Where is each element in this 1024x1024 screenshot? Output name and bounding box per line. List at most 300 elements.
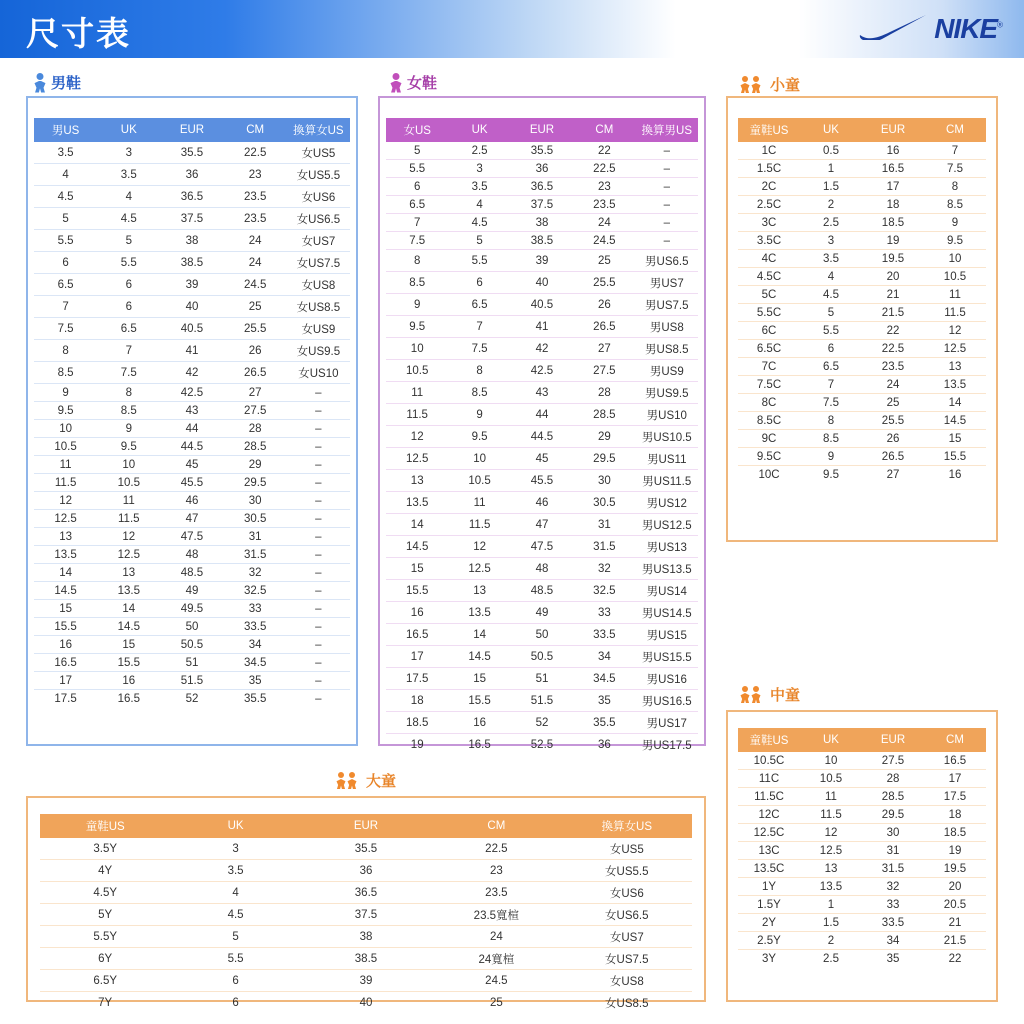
table-cell: 10.5 [386, 360, 448, 382]
column-header: 換算女US [287, 118, 350, 142]
table-cell: 31.5 [224, 546, 287, 564]
table-cell: 35.5 [243, 692, 267, 705]
table-cell: 男US12.5 [636, 514, 698, 536]
table-cell: 38 [301, 926, 431, 948]
table-cell: 1.5Y [738, 896, 800, 914]
table-cell: 5 [97, 230, 160, 252]
section-label-women-text: 女鞋 [407, 75, 438, 92]
nike-logo [812, 10, 1002, 48]
table-cell: 9C [738, 430, 800, 448]
table-cell: – [636, 196, 698, 214]
table-cell: 男US16.5 [636, 690, 698, 712]
table-cell: 4.5 [34, 186, 97, 208]
table-cell: 女US5.5 [562, 860, 692, 882]
table-cell: 2.5 [823, 952, 839, 965]
table-cell: 39 [160, 274, 223, 296]
table-row [386, 690, 698, 712]
table-cell: 男US15 [636, 624, 698, 646]
table-cell: 38 [511, 214, 573, 232]
table-cell: 22 [862, 322, 924, 340]
table-row [34, 690, 350, 708]
table-row [34, 618, 350, 636]
table-cell: 6 [34, 252, 97, 274]
table-cell: 48 [511, 558, 573, 580]
table-row [34, 474, 350, 492]
table-cell: 33 [573, 602, 635, 624]
person-icon-adult-mid-kids [740, 686, 750, 703]
table-cell: 男US14 [636, 580, 698, 602]
table-little-kids-wrap [738, 118, 986, 483]
table-cell: 24寬楦 [431, 948, 561, 970]
table-row [34, 186, 350, 208]
table-cell: 5.5 [170, 948, 300, 970]
table-cell: – [287, 546, 350, 564]
table-cell: 9.5 [448, 426, 510, 448]
column-header: UK [97, 118, 160, 142]
table-cell: 15.5 [924, 448, 986, 466]
table-cell: 7.5 [97, 362, 160, 384]
table-cell: 男US11 [636, 448, 698, 470]
table-cell: 23.5 [224, 186, 287, 208]
table-row [386, 294, 698, 316]
column-header: 換算女US [562, 814, 692, 838]
table-row [738, 340, 986, 358]
table-cell: 11.5 [34, 474, 97, 492]
table-cell: 7 [800, 376, 862, 394]
table-cell: 45.5 [511, 470, 573, 492]
column-header: UK [170, 814, 300, 838]
table-cell: 52 [511, 712, 573, 734]
table-cell: 6 [97, 296, 160, 318]
table-cell: 5Y [40, 904, 170, 926]
table-cell: 51.5 [160, 672, 223, 690]
table-cell: 1.5 [800, 914, 862, 932]
table-cell: 24.5 [573, 232, 635, 250]
table-cell: 男US8 [636, 316, 698, 338]
table-cell: 37.5 [301, 904, 431, 926]
table-row [34, 142, 350, 164]
table-cell: 14.5 [448, 646, 510, 668]
table-cell: 14.5 [97, 618, 160, 636]
table-row [386, 214, 698, 232]
column-header: 女US [386, 118, 448, 142]
table-row [386, 142, 698, 160]
table-cell: 41 [511, 316, 573, 338]
table-cell: – [287, 564, 350, 582]
table-cell: 35 [224, 672, 287, 690]
table-cell: 35 [886, 952, 900, 965]
table-cell: 19.5 [862, 250, 924, 268]
table-cell: 10 [34, 420, 97, 438]
table-cell: 14 [34, 564, 97, 582]
table-cell: 14 [386, 514, 448, 536]
table-cell: 30.5 [224, 510, 287, 528]
table-cell: 40.5 [160, 318, 223, 340]
table-cell: 2.5Y [738, 932, 800, 950]
table-cell: 7 [924, 142, 986, 160]
table-cell: 男US10.5 [636, 426, 698, 448]
table-cell: 11.5C [738, 788, 800, 806]
person-icon-adult-big-kids [336, 772, 346, 789]
table-cell: 27.5 [862, 752, 924, 770]
table-row [40, 970, 692, 992]
table-cell: 女US10 [287, 362, 350, 384]
table-cell: 12.5 [800, 842, 862, 860]
table-cell: – [287, 438, 350, 456]
table-cell: 2Y [738, 914, 800, 932]
table-cell: 45.5 [160, 474, 223, 492]
table-cell: 13.5 [448, 602, 510, 624]
table-row [738, 896, 986, 914]
table-row [386, 580, 698, 602]
table-cell: 7Y [98, 996, 113, 1009]
table-cell: 19 [924, 842, 986, 860]
table-cell: 32 [224, 564, 287, 582]
table-cell: 6Y [40, 948, 170, 970]
column-header: EUR [511, 118, 573, 142]
table-cell: 15 [97, 636, 160, 654]
table-mid-kids [738, 728, 986, 967]
table-cell: 25 [573, 250, 635, 272]
table-cell: 7 [386, 214, 448, 232]
table-cell: 女US8.5 [287, 296, 350, 318]
table-cell: 14.5 [386, 536, 448, 558]
table-cell: 13.5 [924, 376, 986, 394]
table-cell: 16 [862, 142, 924, 160]
table-cell: 27.5 [224, 402, 287, 420]
table-cell: – [636, 178, 698, 196]
section-label-little-kids [740, 74, 800, 95]
table-row [738, 752, 986, 770]
table-cell: 13.5 [97, 582, 160, 600]
table-cell: 20 [862, 268, 924, 286]
table-cell: 女US7 [287, 230, 350, 252]
table-row [738, 860, 986, 878]
table-cell: 35.5 [301, 838, 431, 860]
column-header: 童鞋US [738, 728, 800, 752]
table-cell: 28.5 [862, 788, 924, 806]
table-cell: 47 [511, 514, 573, 536]
table-cell: 11 [386, 382, 448, 404]
nike-wordmark-text: NIKE [934, 13, 998, 44]
table-cell: 21.5 [862, 304, 924, 322]
table-cell: 12 [97, 528, 160, 546]
table-cell: 29.5 [862, 806, 924, 824]
table-cell: 41 [160, 340, 223, 362]
table-cell: 29 [573, 426, 635, 448]
column-header: 童鞋US [40, 814, 170, 838]
table-cell: 24 [862, 376, 924, 394]
table-cell: – [287, 600, 350, 618]
table-men-wrap [34, 118, 350, 707]
table-cell: 4 [97, 186, 160, 208]
table-cell: 25.5 [573, 272, 635, 294]
table-cell: – [287, 582, 350, 600]
table-cell: 男US11.5 [636, 470, 698, 492]
table-row [738, 878, 986, 896]
table-cell: – [287, 636, 350, 654]
table-row [386, 196, 698, 214]
table-cell: 34 [573, 646, 635, 668]
table-row [386, 160, 698, 178]
table-cell: 12 [924, 322, 986, 340]
table-cell: 32 [573, 558, 635, 580]
table-cell: 3 [448, 160, 510, 178]
table-cell: 46 [511, 492, 573, 514]
table-cell: 男US10 [636, 404, 698, 426]
table-cell: 女US7.5 [287, 252, 350, 274]
table-cell: 13C [738, 842, 800, 860]
table-cell: 19 [862, 232, 924, 250]
table-row [34, 402, 350, 420]
table-cell: 女US5 [562, 838, 692, 860]
table-cell: 3.5Y [40, 838, 170, 860]
table-cell: 33 [224, 600, 287, 618]
table-cell: 12 [34, 492, 97, 510]
table-cell: 1.5C [738, 160, 800, 178]
table-cell: 18 [862, 196, 924, 214]
table-row [34, 564, 350, 582]
table-cell: 14.5 [34, 582, 97, 600]
table-cell: 10 [448, 448, 510, 470]
table-cell: 6.5C [738, 340, 800, 358]
nike-wordmark [934, 13, 1002, 45]
table-cell: 女US8.5 [605, 997, 649, 1010]
table-cell: 5.5C [738, 304, 800, 322]
table-cell: 9 [448, 404, 510, 426]
table-cell: 9.5 [97, 438, 160, 456]
table-cell: 16.5 [386, 624, 448, 646]
table-row [34, 420, 350, 438]
table-cell: 34 [862, 932, 924, 950]
table-cell: 26.5 [573, 316, 635, 338]
table-row [386, 668, 698, 690]
table-cell: 男US13.5 [636, 558, 698, 580]
table-cell: 12 [448, 536, 510, 558]
table-cell: 51.5 [511, 690, 573, 712]
table-row [40, 992, 692, 1014]
table-cell: 16 [386, 602, 448, 624]
section-label-mid-kids-text: 中童 [770, 687, 801, 704]
table-cell: 21.5 [924, 932, 986, 950]
section-label-women [390, 72, 437, 93]
table-cell: 10 [97, 456, 160, 474]
section-label-mid-kids [740, 684, 800, 705]
table-cell: 29.5 [224, 474, 287, 492]
table-cell: 15 [924, 430, 986, 448]
table-cell: 男US9.5 [636, 382, 698, 404]
table-row [386, 536, 698, 558]
table-header-row-little-kids [738, 118, 986, 142]
table-cell: 50 [511, 624, 573, 646]
table-cell: 52.5 [530, 738, 554, 751]
table-cell: 51 [160, 654, 223, 672]
table-cell: 8.5 [800, 430, 862, 448]
table-cell: 22 [573, 142, 635, 160]
section-label-men-text: 男鞋 [51, 75, 82, 92]
table-cell: 38.5 [160, 252, 223, 274]
table-cell: 女US5.5 [287, 164, 350, 186]
table-cell: 3.5C [738, 232, 800, 250]
table-cell: 46 [160, 492, 223, 510]
table-cell: 31 [862, 842, 924, 860]
table-cell: 6 [170, 970, 300, 992]
table-row [738, 160, 986, 178]
table-cell: 9.5 [386, 316, 448, 338]
table-cell: 10.5 [924, 268, 986, 286]
table-row [386, 712, 698, 734]
table-cell: 39 [301, 970, 431, 992]
table-cell: 48.5 [511, 580, 573, 602]
table-cell: 3Y [761, 952, 777, 965]
table-row [738, 286, 986, 304]
table-cell: 25 [489, 996, 503, 1009]
table-cell: 23 [573, 178, 635, 196]
table-cell: 男US15.5 [636, 646, 698, 668]
table-cell: 2.5C [738, 196, 800, 214]
nike-swoosh-icon [858, 14, 928, 45]
table-cell: 26 [862, 430, 924, 448]
page-title: 尺寸表 [26, 15, 131, 52]
table-cell: 43 [160, 402, 223, 420]
table-cell: 12.5 [97, 546, 160, 564]
table-women [386, 118, 698, 755]
table-cell: 13 [800, 860, 862, 878]
table-cell: 40 [511, 272, 573, 294]
table-cell: 5.5 [386, 160, 448, 178]
table-row [738, 304, 986, 322]
table-cell: 29 [224, 456, 287, 474]
table-cell: 34.5 [573, 668, 635, 690]
table-cell: 23.5 [862, 358, 924, 376]
section-label-little-kids-text: 小童 [770, 77, 801, 94]
table-cell: 男US7.5 [636, 294, 698, 316]
table-cell: 35.5 [160, 142, 223, 164]
table-cell: 52 [185, 692, 199, 705]
table-cell: 37.5 [511, 196, 573, 214]
table-cell: 30.5 [573, 492, 635, 514]
table-cell: 3C [738, 214, 800, 232]
table-cell: 11 [448, 492, 510, 514]
table-cell: 9 [924, 214, 986, 232]
table-row [386, 492, 698, 514]
table-row [386, 316, 698, 338]
table-cell: 39 [511, 250, 573, 272]
table-little-kids [738, 118, 986, 483]
table-cell: 25.5 [224, 318, 287, 340]
table-cell: 22 [948, 952, 962, 965]
table-cell: 36.5 [511, 178, 573, 196]
table-cell: 女US5 [287, 142, 350, 164]
section-label-men [34, 72, 81, 93]
table-cell: 17.5 [386, 668, 448, 690]
table-cell: 男US14.5 [636, 602, 698, 624]
table-row [738, 842, 986, 860]
table-cell: 8 [448, 360, 510, 382]
table-cell: 36 [301, 860, 431, 882]
table-cell: 10 [800, 752, 862, 770]
table-cell: 42 [160, 362, 223, 384]
table-row [34, 296, 350, 318]
table-row [738, 232, 986, 250]
table-cell: 36.5 [301, 882, 431, 904]
table-cell: 女US6.5 [562, 904, 692, 926]
table-cell: 0.5 [800, 142, 862, 160]
table-cell: 10.5 [34, 438, 97, 456]
table-cell: 15 [34, 600, 97, 618]
table-cell: 49 [511, 602, 573, 624]
table-cell: 35.5 [511, 142, 573, 160]
table-cell: – [287, 528, 350, 546]
table-cell: 45 [511, 448, 573, 470]
table-cell: 24.5 [431, 970, 561, 992]
table-cell: 6.5 [97, 318, 160, 340]
column-header: EUR [862, 118, 924, 142]
table-row [738, 932, 986, 950]
table-cell: 17 [862, 178, 924, 196]
table-cell: 6 [386, 178, 448, 196]
table-cell: 15.5 [97, 654, 160, 672]
table-cell: – [636, 142, 698, 160]
table-cell: – [287, 474, 350, 492]
table-cell: 8.5 [34, 362, 97, 384]
table-cell: 47.5 [511, 536, 573, 558]
table-cell: 7.5 [800, 394, 862, 412]
table-cell: 31.5 [862, 860, 924, 878]
table-cell: 9 [97, 420, 160, 438]
table-cell: 10.5 [800, 770, 862, 788]
table-row [738, 214, 986, 232]
table-cell: 7C [738, 358, 800, 376]
table-cell: 男US17.5 [641, 739, 692, 752]
table-cell: 8.5 [448, 382, 510, 404]
column-header: EUR [862, 728, 924, 752]
table-cell: 16.5 [468, 738, 491, 751]
table-cell: 4.5C [738, 268, 800, 286]
table-cell: 4.5 [170, 904, 300, 926]
table-cell: 33.5 [862, 914, 924, 932]
table-cell: 44.5 [160, 438, 223, 456]
table-cell: – [287, 618, 350, 636]
table-row [386, 602, 698, 624]
table-cell: 8.5 [97, 402, 160, 420]
column-header: CM [224, 118, 287, 142]
table-cell: 42 [511, 338, 573, 360]
table-cell: 12.5 [34, 510, 97, 528]
table-cell: 30 [573, 470, 635, 492]
table-row [738, 466, 986, 484]
table-cell: 4.5 [800, 286, 862, 304]
table-cell: 50.5 [160, 636, 223, 654]
table-cell: 14.5 [924, 412, 986, 430]
table-cell: 18.5 [862, 214, 924, 232]
table-cell: 9.5 [823, 468, 839, 481]
table-cell: 8C [738, 394, 800, 412]
table-cell: 27 [886, 468, 900, 481]
table-cell: 2C [738, 178, 800, 196]
table-cell: 15.5 [386, 580, 448, 602]
table-cell: 11 [97, 492, 160, 510]
table-cell: 16 [448, 712, 510, 734]
table-cell: 女US6 [287, 186, 350, 208]
table-header-row-men [34, 118, 350, 142]
table-cell: 24 [431, 926, 561, 948]
table-row [386, 426, 698, 448]
table-cell: 9 [386, 294, 448, 316]
table-row [40, 948, 692, 970]
table-cell: 1C [738, 142, 800, 160]
table-cell: 6C [738, 322, 800, 340]
